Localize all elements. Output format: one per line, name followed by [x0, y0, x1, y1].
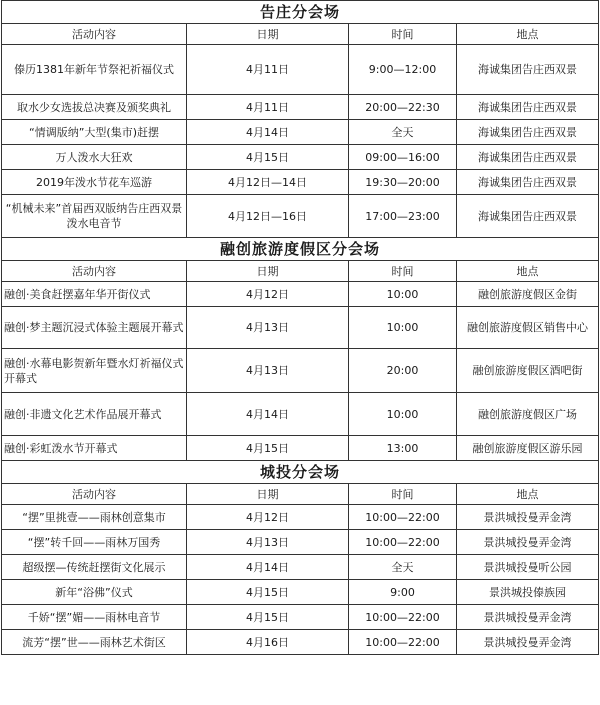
table-row — [2, 170, 599, 195]
cell-location: 融创旅游度假区广场 — [457, 393, 599, 436]
table-row — [2, 505, 599, 530]
cell-time: 全天 — [349, 120, 457, 145]
cell-activity: 融创·美食赶摆嘉年华开街仪式 — [2, 282, 187, 307]
cell-time: 10:00 — [349, 282, 457, 307]
cell-activity: “情调版纳”大型(集市)赶摆 — [2, 120, 187, 145]
cell-time: 10:00 — [349, 307, 457, 349]
table-row — [2, 630, 599, 655]
column-header-activity: 活动内容 — [2, 261, 187, 282]
table-row — [2, 307, 599, 349]
cell-activity: 融创·梦主题沉浸式体验主题展开幕式 — [2, 307, 187, 349]
cell-location: 融创旅游度假区酒吧街 — [457, 349, 599, 393]
table-row — [2, 530, 599, 555]
cell-location: 景洪城投曼弄金湾 — [457, 530, 599, 555]
cell-location: 景洪城投曼弄金湾 — [457, 505, 599, 530]
table-row — [2, 605, 599, 630]
cell-location: 海诚集团告庄西双景 — [457, 95, 599, 120]
cell-activity: 万人泼水大狂欢 — [2, 145, 187, 170]
cell-location: 海诚集团告庄西双景 — [457, 145, 599, 170]
section-title: 城投分会场 — [2, 461, 599, 484]
cell-time: 13:00 — [349, 436, 457, 461]
cell-date: 4月13日 — [187, 307, 349, 349]
column-header-location: 地点 — [457, 484, 599, 505]
table-row — [2, 95, 599, 120]
table-row — [2, 282, 599, 307]
column-header-row — [2, 261, 599, 282]
cell-date: 4月15日 — [187, 580, 349, 605]
cell-time: 9:00 — [349, 580, 457, 605]
table-row — [2, 45, 599, 95]
cell-activity: 千娇“摆”媚——雨林电音节 — [2, 605, 187, 630]
cell-location: 景洪城投傣族园 — [457, 580, 599, 605]
cell-location: 海诚集团告庄西双景 — [457, 195, 599, 238]
column-header-date: 日期 — [187, 261, 349, 282]
cell-date: 4月12日—16日 — [187, 195, 349, 238]
cell-activity: “摆”转千回——雨林万国秀 — [2, 530, 187, 555]
cell-location: 海诚集团告庄西双景 — [457, 45, 599, 95]
cell-time: 19:30—20:00 — [349, 170, 457, 195]
table-row — [2, 195, 599, 238]
schedule-body — [2, 1, 599, 655]
cell-location: 融创旅游度假区游乐园 — [457, 436, 599, 461]
cell-time: 20:00—22:30 — [349, 95, 457, 120]
cell-date: 4月11日 — [187, 95, 349, 120]
column-header-activity: 活动内容 — [2, 24, 187, 45]
cell-activity: 融创·水幕电影贺新年暨水灯祈福仪式开幕式 — [2, 349, 187, 393]
cell-date: 4月15日 — [187, 436, 349, 461]
cell-date: 4月13日 — [187, 530, 349, 555]
cell-date: 4月14日 — [187, 555, 349, 580]
cell-date: 4月11日 — [187, 45, 349, 95]
cell-date: 4月12日 — [187, 505, 349, 530]
table-row — [2, 393, 599, 436]
column-header-activity: 活动内容 — [2, 484, 187, 505]
cell-time: 17:00—23:00 — [349, 195, 457, 238]
column-header-row — [2, 484, 599, 505]
cell-activity: 融创·彩虹泼水节开幕式 — [2, 436, 187, 461]
column-header-time: 时间 — [349, 261, 457, 282]
section-title-row — [2, 461, 599, 484]
cell-time: 9:00—12:00 — [349, 45, 457, 95]
schedule-table — [1, 0, 599, 655]
table-row — [2, 349, 599, 393]
cell-date: 4月14日 — [187, 120, 349, 145]
column-header-date: 日期 — [187, 484, 349, 505]
cell-time: 10:00—22:00 — [349, 605, 457, 630]
cell-time: 10:00—22:00 — [349, 530, 457, 555]
cell-activity: 2019年泼水节花车巡游 — [2, 170, 187, 195]
cell-activity: 超级摆—传统赶摆街文化展示 — [2, 555, 187, 580]
cell-date: 4月12日—14日 — [187, 170, 349, 195]
cell-location: 融创旅游度假区金街 — [457, 282, 599, 307]
cell-date: 4月12日 — [187, 282, 349, 307]
cell-location: 海诚集团告庄西双景 — [457, 120, 599, 145]
cell-activity: 傣历1381年新年节祭祀祈福仪式 — [2, 45, 187, 95]
table-row — [2, 120, 599, 145]
section-title: 告庄分会场 — [2, 1, 599, 24]
cell-date: 4月13日 — [187, 349, 349, 393]
cell-time: 10:00 — [349, 393, 457, 436]
column-header-row — [2, 24, 599, 45]
cell-date: 4月14日 — [187, 393, 349, 436]
cell-date: 4月15日 — [187, 145, 349, 170]
section-title: 融创旅游度假区分会场 — [2, 238, 599, 261]
cell-time: 20:00 — [349, 349, 457, 393]
schedule-document — [1, 0, 598, 655]
cell-date: 4月15日 — [187, 605, 349, 630]
cell-activity: “机械未来”首届西双版纳告庄西双景泼水电音节 — [2, 195, 187, 238]
cell-location: 融创旅游度假区销售中心 — [457, 307, 599, 349]
cell-location: 海诚集团告庄西双景 — [457, 170, 599, 195]
table-row — [2, 145, 599, 170]
cell-activity: 取水少女选拔总决赛及颁奖典礼 — [2, 95, 187, 120]
cell-activity: 融创·非遗文化艺术作品展开幕式 — [2, 393, 187, 436]
table-row — [2, 580, 599, 605]
cell-activity: 流芳“摆”世——雨林艺术街区 — [2, 630, 187, 655]
cell-time: 09:00—16:00 — [349, 145, 457, 170]
cell-time: 10:00—22:00 — [349, 505, 457, 530]
cell-location: 景洪城投曼听公园 — [457, 555, 599, 580]
cell-time: 全天 — [349, 555, 457, 580]
section-title-row — [2, 238, 599, 261]
section-title-row — [2, 1, 599, 24]
column-header-location: 地点 — [457, 24, 599, 45]
cell-activity: “摆”里挑壹——雨林创意集市 — [2, 505, 187, 530]
table-row — [2, 555, 599, 580]
column-header-time: 时间 — [349, 24, 457, 45]
cell-location: 景洪城投曼弄金湾 — [457, 630, 599, 655]
column-header-location: 地点 — [457, 261, 599, 282]
column-header-time: 时间 — [349, 484, 457, 505]
cell-date: 4月16日 — [187, 630, 349, 655]
column-header-date: 日期 — [187, 24, 349, 45]
table-row — [2, 436, 599, 461]
cell-time: 10:00—22:00 — [349, 630, 457, 655]
cell-activity: 新年“浴佛”仪式 — [2, 580, 187, 605]
cell-location: 景洪城投曼弄金湾 — [457, 605, 599, 630]
